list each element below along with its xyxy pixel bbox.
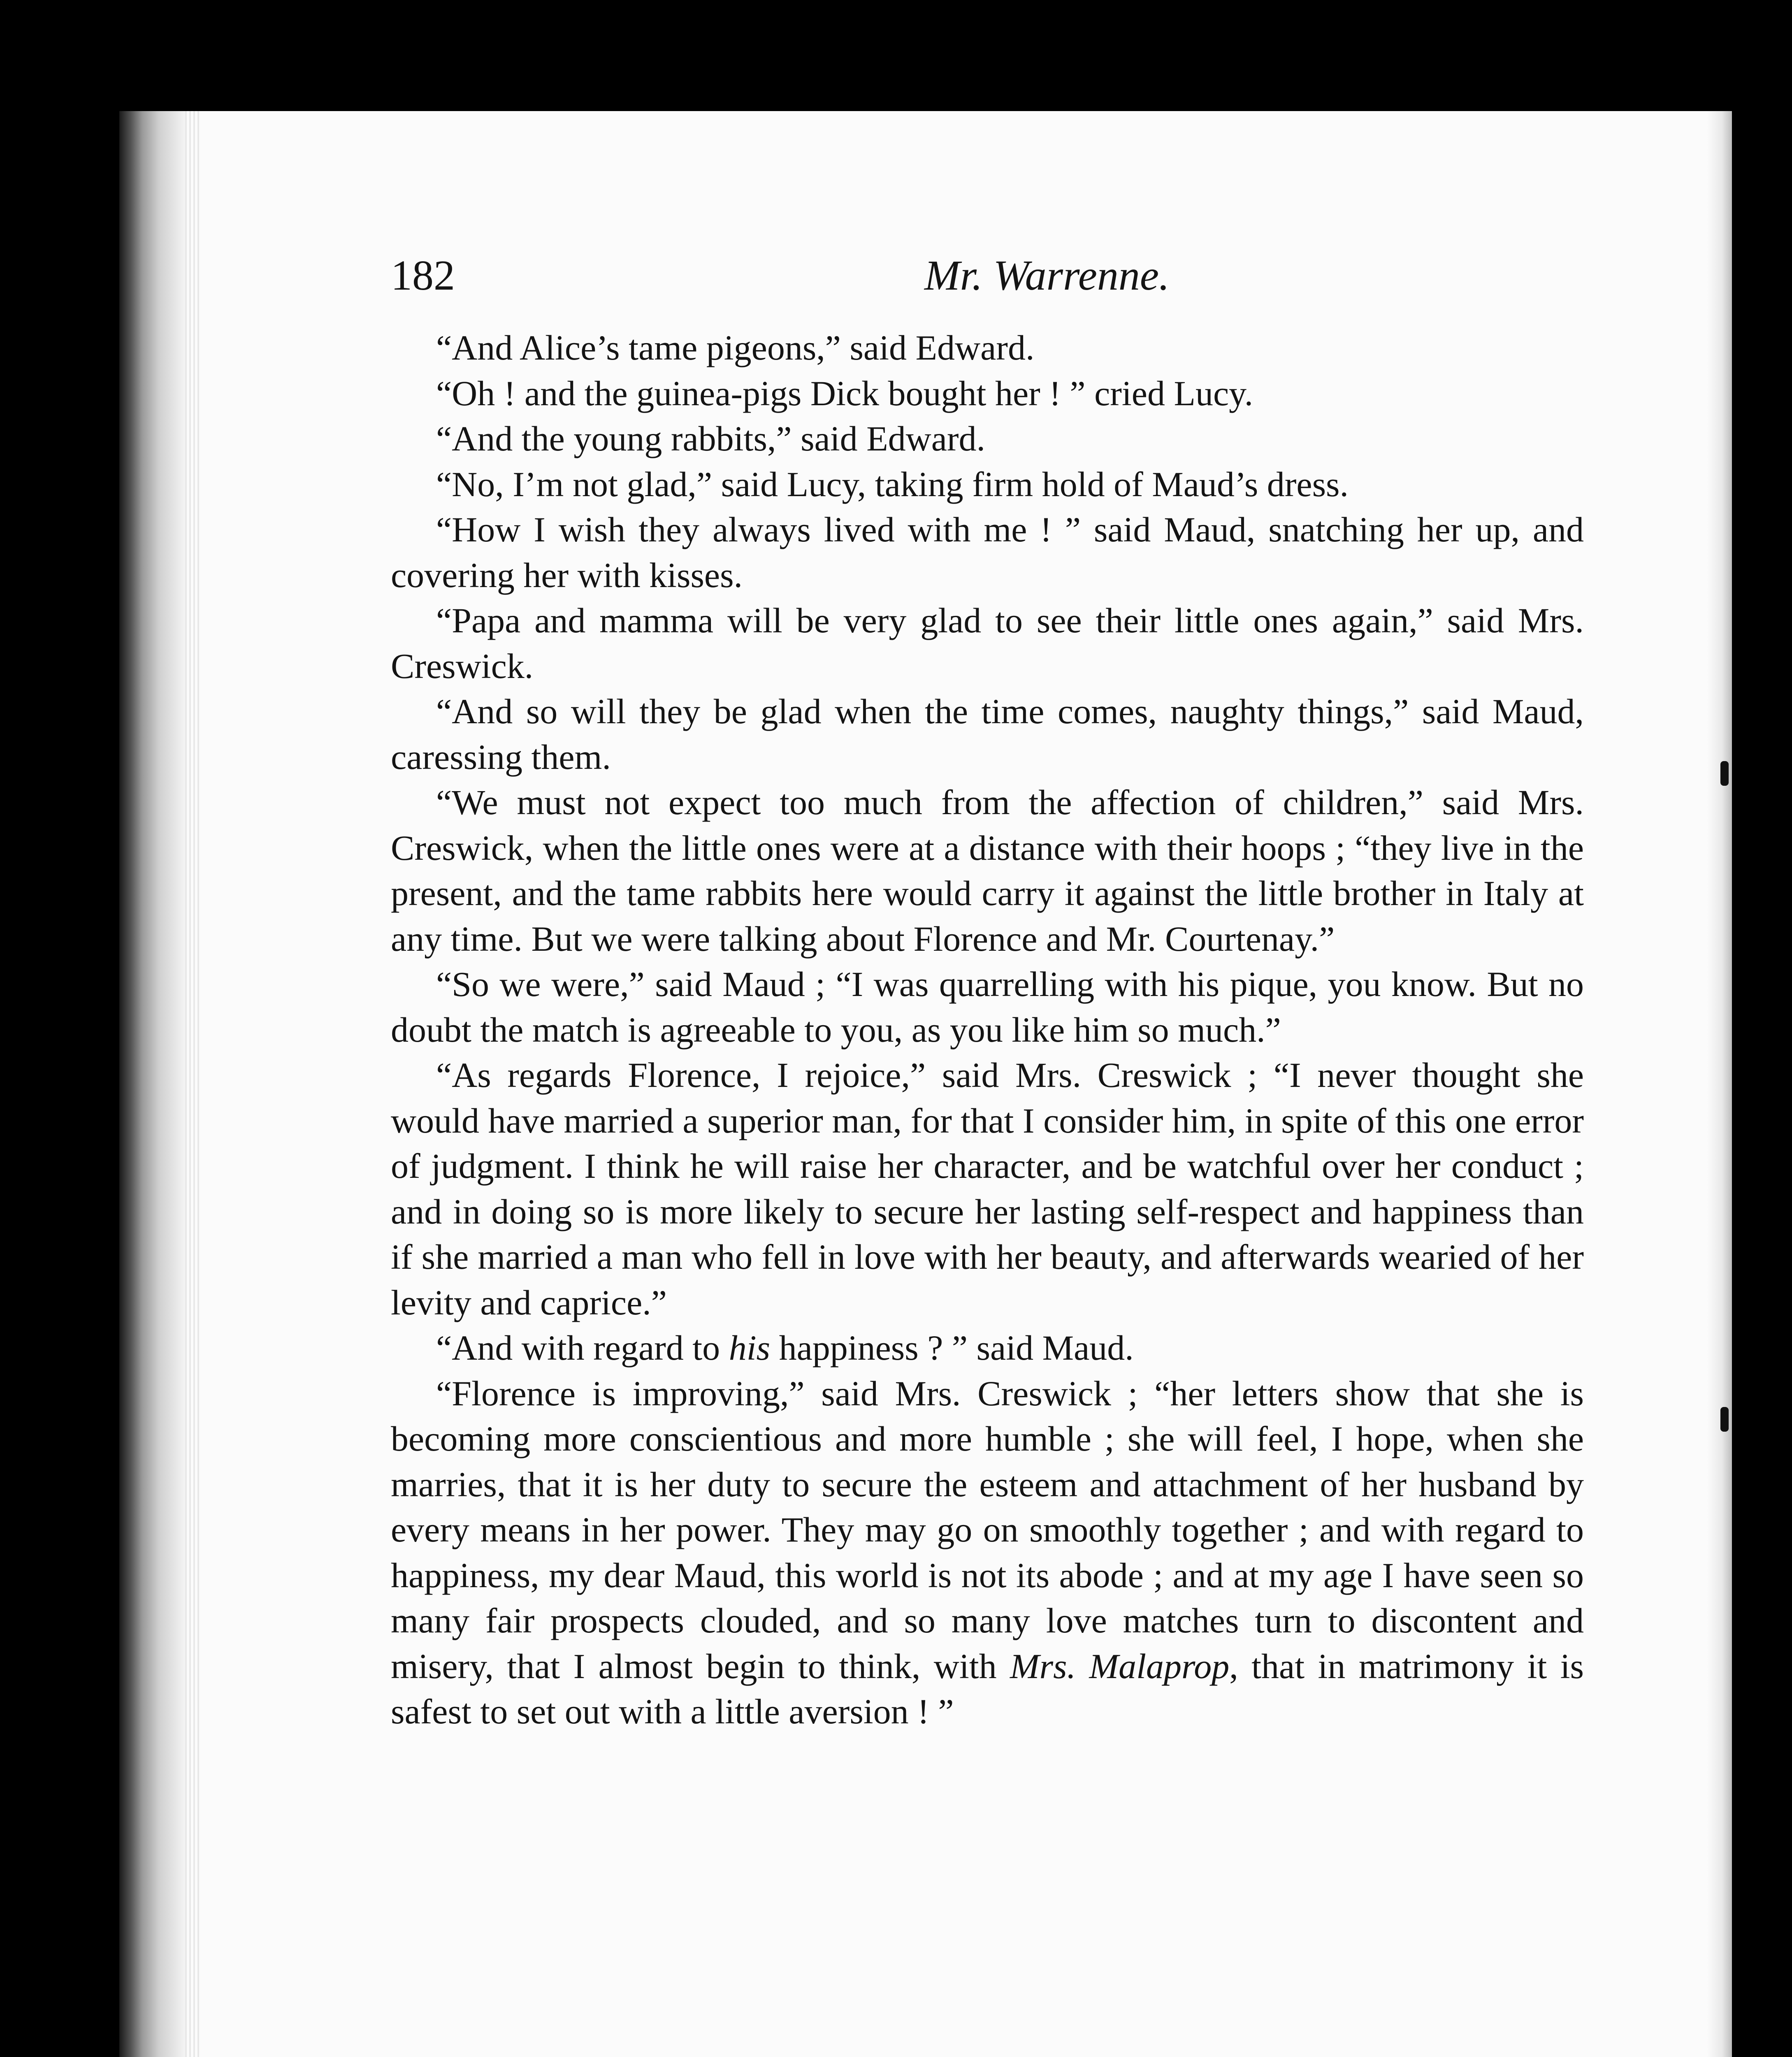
- edge-mark: [1720, 761, 1729, 786]
- book-page: [119, 111, 1732, 2057]
- paragraph: “And Alice’s tame pigeons,” said Edward.: [436, 328, 1035, 367]
- text-run: “And with regard to: [436, 1328, 729, 1367]
- paragraph: “And so will they be glad when the time comes, naughty things,” said Maud, caressing them.: [391, 692, 1584, 777]
- chapter-title: [391, 2053, 1584, 2057]
- text-run: happiness ? ” said Maud.: [770, 1328, 1134, 1367]
- paragraph: “As regards Florence, I rejoice,” said Mrs. Creswick ; “I never thought she would have married a superior man, for that I consider him, in spite of this one error of judgment. I think he will raise her character, and be watchful over her conduct ; and in doing so is more likely to secure her lasting self-respect and happiness than if she married a man who fell in love with her beauty, and afterwards wearied of her levity and caprice.”: [391, 1055, 1584, 1322]
- binding-shadow-lines: [185, 111, 202, 2057]
- page-header: [391, 247, 1596, 304]
- paragraph: “So we were,” said Maud ; “I was quarrelling with his pique, you know. But no doubt the match is agreeable to you, as you like him so much.”: [391, 964, 1584, 1049]
- binding-gutter: [119, 111, 185, 2057]
- page-number: 182: [391, 252, 455, 299]
- text-run: , that in matrimony it is safest to set out with a little aversion ! ”: [391, 1646, 1584, 1731]
- italic-text: his: [729, 1328, 771, 1367]
- edge-mark: [1720, 1407, 1729, 1432]
- paragraph: “Papa and mamma will be very glad to see their little ones again,” said Mrs. Creswick.: [391, 601, 1584, 686]
- page-right-edge: [1707, 111, 1732, 2057]
- paragraph: “How I wish they always lived with me ! ” said Maud, snatching her up, and covering her with kisses.: [391, 510, 1584, 595]
- body-text: [391, 325, 1584, 1734]
- text-run: “Florence is improving,” said Mrs. Creswick ; “her letters show that she is becoming more conscientious and more humble ; she will feel, I hope, when she marries, that it is her duty to secure the esteem and attachment of her husband by every means in her power. They may go on smoothly together ; and with regard to happiness, my dear Maud, this world is not its abode ; and at my age I have seen so many fair prospects clouded, and so many love matches turn to discontent and misery, that I almost begin to think, with: [391, 1373, 1584, 1686]
- paragraph: “We must not expect too much from the affection of children,” said Mrs. Creswick, when the little ones were at a distance with their hoops ; “they live in the present, and the tame rabbits here would carry it against the little brother in Italy at any time. But we were talking about Florence and Mr. Courtenay.”: [391, 782, 1584, 959]
- running-title: Mr. Warrenne.: [924, 252, 1170, 299]
- paragraph: “And the young rabbits,” said Edward.: [436, 419, 986, 458]
- paragraph: “Oh ! and the guinea-pigs Dick bought her ! ” cried Lucy.: [436, 373, 1253, 413]
- paragraph: “No, I’m not glad,” said Lucy, taking firm hold of Maud’s dress.: [436, 464, 1349, 504]
- paragraph: [391, 1325, 1584, 1371]
- italic-text: Mrs. Malaprop: [1010, 1646, 1230, 1686]
- paragraph: [391, 1371, 1584, 1734]
